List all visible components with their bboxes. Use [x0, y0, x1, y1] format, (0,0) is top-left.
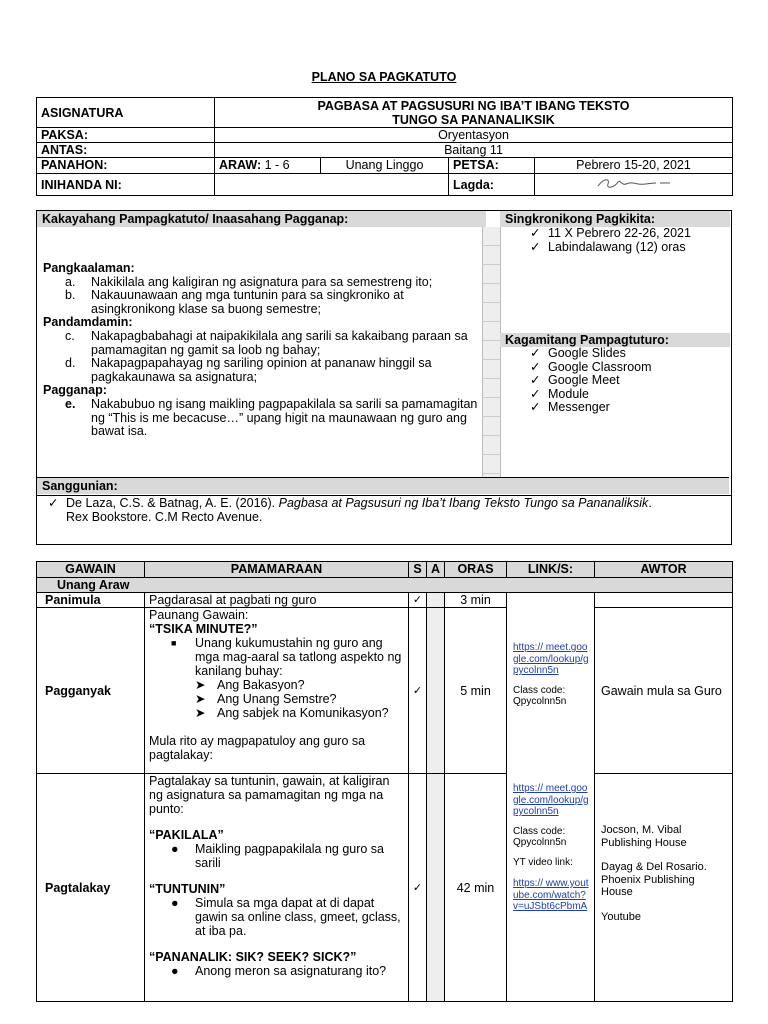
pagganyak-awtor: Gawain mula sa Guro	[595, 608, 733, 774]
signature-cell	[535, 174, 733, 196]
pagganyak-s-check: ✓	[409, 608, 427, 774]
asignatura-value: PAGBASA AT PAGSUSURI NG IBA’T IBANG TEKSTO TUNGO SA PANANALIKSIK	[215, 98, 733, 128]
objective-d: d. Nakapagpapahayag ng sariling opinion at pananaw hinggil sa pagkakaunawa sa asignatura;	[65, 356, 432, 384]
signature-image	[594, 174, 674, 192]
antas-value: Baitang 11	[215, 143, 733, 158]
araw-label: ARAW:	[219, 158, 262, 172]
header-gawain: GAWAIN	[37, 562, 145, 578]
header-s: S	[409, 562, 427, 578]
page-title: PLANO SA PAGKATUTO	[311, 70, 457, 84]
pagganap-label: Pagganap:	[43, 383, 107, 398]
pagtalakay-desc: Pagtalakay sa tuntunin, gawain, at kaligiran ng asignatura sa pamamagitan ng mga na punto: “PAKILALA” ● Maikling pagpapakilala ng guro sa sarili “TUNTUNIN” ● Simula sa mga dapat at di dapat gawin sa online class, gmeet, gclass, at iba pa. “PANANALIK: SIK? SEEK? SICK?” ● Anong meron sa asignaturang ito?	[145, 774, 409, 1002]
pandamdamin-label: Pandamdamin:	[43, 315, 133, 330]
divider-column-stripes	[482, 227, 501, 477]
singkroniko-header: Singkronikong Pagkikita:	[500, 211, 730, 227]
panimula-s-check: ✓	[409, 593, 427, 608]
pagtalakay-class-code-label: Class code:	[513, 825, 566, 837]
kagamitan-item: ✓ Google Meet	[526, 374, 726, 388]
pagtalakay-oras: 42 min	[445, 774, 507, 1002]
header-a: A	[427, 562, 445, 578]
antas-label: ANTAS:	[37, 143, 215, 158]
pagganyak-desc: Paunang Gawain: “TSIKA MINUTE?” ■ Unang kukumustahin ng guro ang mga mag-aaral sa tatlong aspekto ng kanilang buhay: ➤ Ang Bakasyon? ➤ Ang Unang Semstre? ➤ Ang sabjek na Komunikasyon? Mula rito ay magpapatuloy ang guro sa pagtalakay:	[145, 608, 409, 774]
kagamitan-item: ✓ Module	[526, 388, 726, 402]
pangkaalaman-label: Pangkaalaman:	[43, 261, 135, 275]
pagtalakay-awtor: Jocson, M. Vibal Publishing House Dayag & Del Rosario. Phoenix Publishing House Youtube	[595, 774, 733, 1002]
pagganyak-links	[507, 608, 594, 763]
inihanda-label: INIHANDA NI:	[37, 174, 215, 196]
objective-e: e. Nakabubuo ng isang maikling pagpapakilala sa sarili sa pamamagitan ng “This is me becacuse…” upang higit na maunawaan ng guro ang bawat isa.	[65, 396, 478, 439]
araw-cell	[215, 158, 321, 174]
objective-c: c. Nakapagbabahagi at naipakikilala ang sarili sa kakaibang paraan sa pamamagitan ng gamit sa loob ng bahay;	[65, 328, 468, 357]
pagtalakay-s-check: ✓	[409, 774, 427, 1002]
pagganyak-name: Pagganyak	[37, 608, 145, 774]
reference-check-icon: ✓	[48, 496, 59, 510]
objective-b: b. Nakauunawaan ang mga tuntunin para sa singkroniko at asingkronikong klase sa buong semestre;	[65, 288, 404, 316]
pagtalakay-meet-link[interactable]: https:// meet.google.com/lookup/gpycolnn5n	[513, 783, 589, 817]
paksa-label: PAKSA:	[37, 128, 215, 143]
araw-value: 1 - 6	[261, 158, 290, 172]
header-link: LINK/S:	[507, 562, 595, 578]
panimula-a	[427, 593, 445, 608]
activities-table	[36, 561, 733, 1002]
pagganyak-oras: 5 min	[445, 608, 507, 774]
kagamitan-item: ✓ Google Classroom	[526, 361, 726, 375]
asignatura-label: ASIGNATURA	[37, 98, 215, 128]
pagtalakay-links	[507, 763, 594, 913]
objective-a: a. Nakikilala ang kaligiran ng asignatura para sa semestreng ito;	[65, 274, 433, 289]
panahon-label: PANAHON:	[37, 158, 215, 174]
linggo-value: Unang Linggo	[321, 158, 449, 174]
reference-entry: ✓ De Laza, C.S. & Batnag, A. E. (2016). Pagbasa at Pagsusuri ng Iba’t Ibang Teksto Tungo sa Pananaliksik. Rex Bookstore. C.M Recto Avenue.	[48, 496, 652, 524]
kagamitan-list	[526, 347, 726, 415]
pagtalakay-class-code: Qpycolnn5n	[513, 837, 567, 848]
pagganyak-class-code: Qpycolnn5n	[513, 696, 567, 707]
panimula-desc: Pagdarasal at pagbati ng guro	[145, 593, 409, 608]
panimula-awtor	[595, 593, 733, 608]
pagganyak-class-code-label: Class code:	[513, 684, 566, 696]
day-label: Unang Araw	[37, 578, 733, 593]
sanggunian-header: Sanggunian:	[37, 477, 729, 494]
singkroniko-list	[526, 227, 726, 254]
kagamitan-item: ✓ Messenger	[526, 401, 726, 415]
links-column	[507, 593, 595, 1002]
youtube-link[interactable]: https:// www.youtube.com/watch?v=uJSbt6cPbmA	[513, 878, 589, 912]
petsa-label: PETSA:	[449, 158, 535, 174]
paksa-value: Oryentasyon	[215, 128, 733, 143]
pagganyak-a	[427, 608, 445, 774]
yt-link-label: YT video link:	[513, 856, 573, 868]
panimula-name: Panimula	[37, 593, 145, 608]
competency-header: Kakayahang Pampagkatuto/ Inaasahang Pagganap:	[37, 211, 486, 227]
competency-content	[43, 262, 478, 439]
singkroniko-item: ✓ Labindalawang (12) oras	[526, 241, 726, 255]
petsa-value: Pebrero 15-20, 2021	[535, 158, 733, 174]
pagtalakay-a	[427, 774, 445, 1002]
kagamitan-item: ✓ Google Slides	[526, 347, 726, 361]
header-pamamaraan: PAMAMARAAN	[145, 562, 409, 578]
inihanda-value	[215, 174, 449, 196]
pagtalakay-name: Pagtalakay	[37, 774, 145, 1002]
header-awtor: AWTOR	[595, 562, 733, 578]
lagda-label: Lagda:	[449, 174, 535, 196]
panimula-oras: 3 min	[445, 593, 507, 608]
singkroniko-item: ✓ 11 X Pebrero 22-26, 2021	[526, 227, 726, 241]
kagamitan-header: Kagamitang Pampagtuturo:	[500, 333, 730, 347]
pagganyak-meet-link[interactable]: https:// meet.google.com/lookup/gpycolnn5n	[513, 642, 589, 676]
header-oras: ORAS	[445, 562, 507, 578]
info-table	[36, 97, 733, 196]
